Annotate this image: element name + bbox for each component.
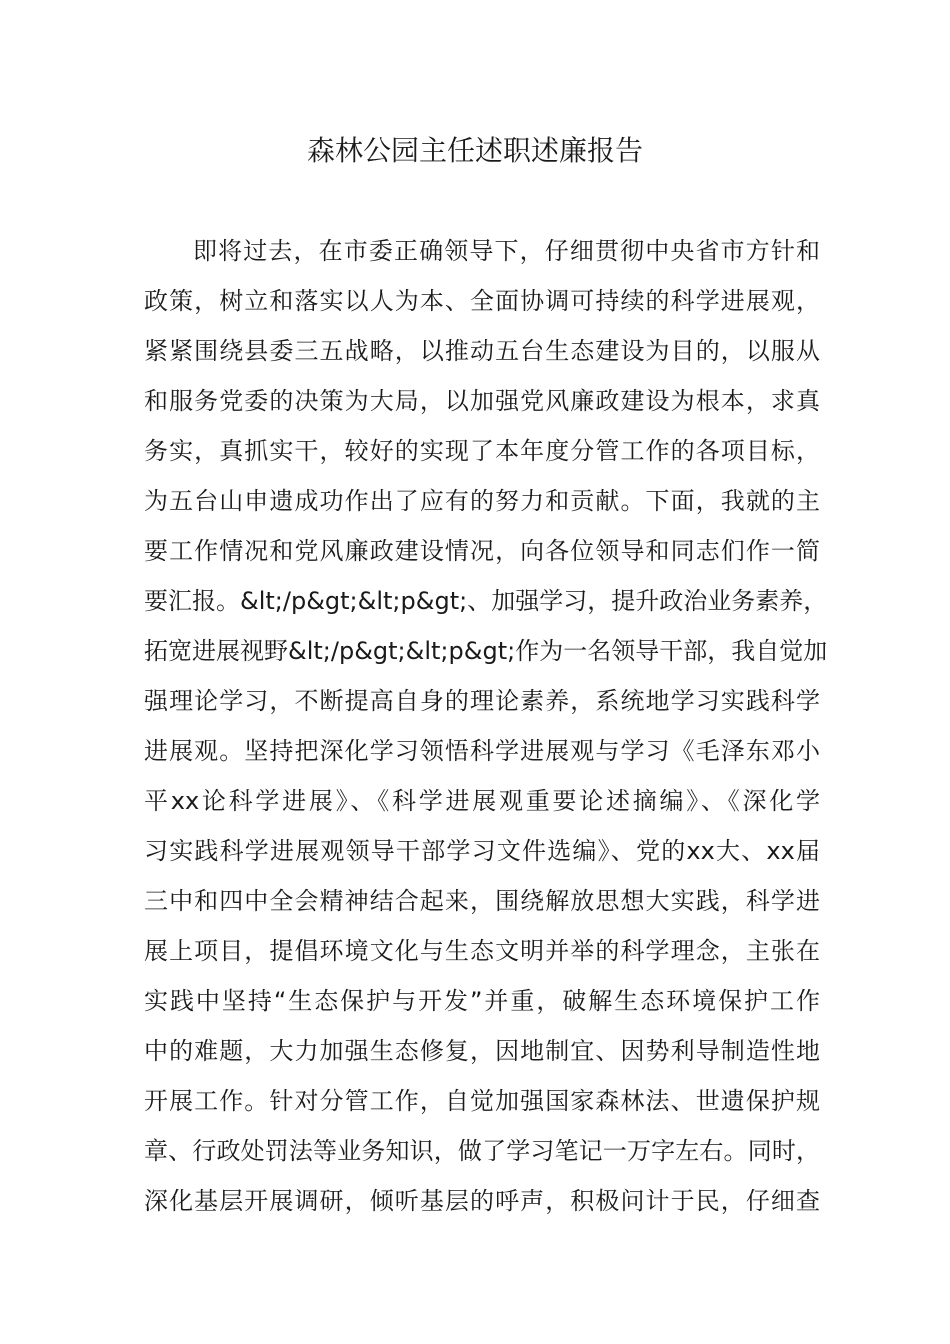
body-line: 展上项目，提倡环境文化与生态文明并举的科学理念，主张在 bbox=[144, 937, 820, 965]
body-line: 实践中坚持“生态保护与开发”并重，破解生态环境保护工作 bbox=[144, 987, 820, 1015]
body-line: 章、行政处罚法等业务知识，做了学习笔记一万字左右。同时， bbox=[144, 1137, 820, 1165]
document-body bbox=[144, 226, 828, 1226]
body-line: 和服务党委的决策为大局，以加强党风廉政建设为根本，求真 bbox=[144, 387, 820, 415]
body-line: 强理论学习，不断提高自身的理论素养，系统地学习实践科学 bbox=[144, 687, 820, 715]
body-line: 进展观。坚持把深化学习领悟科学进展观与学习《毛泽东邓小 bbox=[144, 737, 820, 765]
body-line: 拓宽进展视野&lt;/p&gt;&lt;p&gt;作为一名领导干部，我自觉加 bbox=[144, 637, 828, 665]
body-line: 政策，树立和落实以人为本、全面协调可持续的科学进展观， bbox=[144, 287, 820, 315]
body-line: 紧紧围绕县委三五战略，以推动五台生态建设为目的，以服从 bbox=[144, 337, 820, 365]
body-line: 深化基层开展调研，倾听基层的呼声，积极问计于民，仔细查 bbox=[144, 1187, 820, 1215]
body-line: 三中和四中全会精神结合起来，围绕解放思想大实践，科学进 bbox=[144, 887, 820, 915]
body-line: 即将过去，在市委正确领导下，仔细贯彻中央省市方针和 bbox=[193, 237, 820, 265]
body-line: 习实践科学进展观领导干部学习文件选编》、党的xx大、xx届 bbox=[144, 837, 820, 865]
body-line: 为五台山申遗成功作出了应有的努力和贡献。下面，我就的主 bbox=[144, 487, 820, 515]
body-line: 平xx论科学进展》、《科学进展观重要论述摘编》、《深化学 bbox=[144, 787, 820, 815]
body-line: 中的难题，大力加强生态修复，因地制宜、因势利导制造性地 bbox=[144, 1037, 820, 1065]
body-line: 要汇报。&lt;/p&gt;&lt;p&gt;、加强学习，提升政治业务素养， bbox=[144, 587, 828, 615]
body-line: 开展工作。针对分管工作，自觉加强国家森林法、世遗保护规 bbox=[144, 1087, 820, 1115]
body-line: 要工作情况和党风廉政建设情况，向各位领导和同志们作一简 bbox=[144, 537, 820, 565]
document-title: 森林公园主任述职述廉报告 bbox=[306, 134, 643, 167]
body-line: 务实，真抓实干，较好的实现了本年度分管工作的各项目标， bbox=[144, 437, 820, 465]
